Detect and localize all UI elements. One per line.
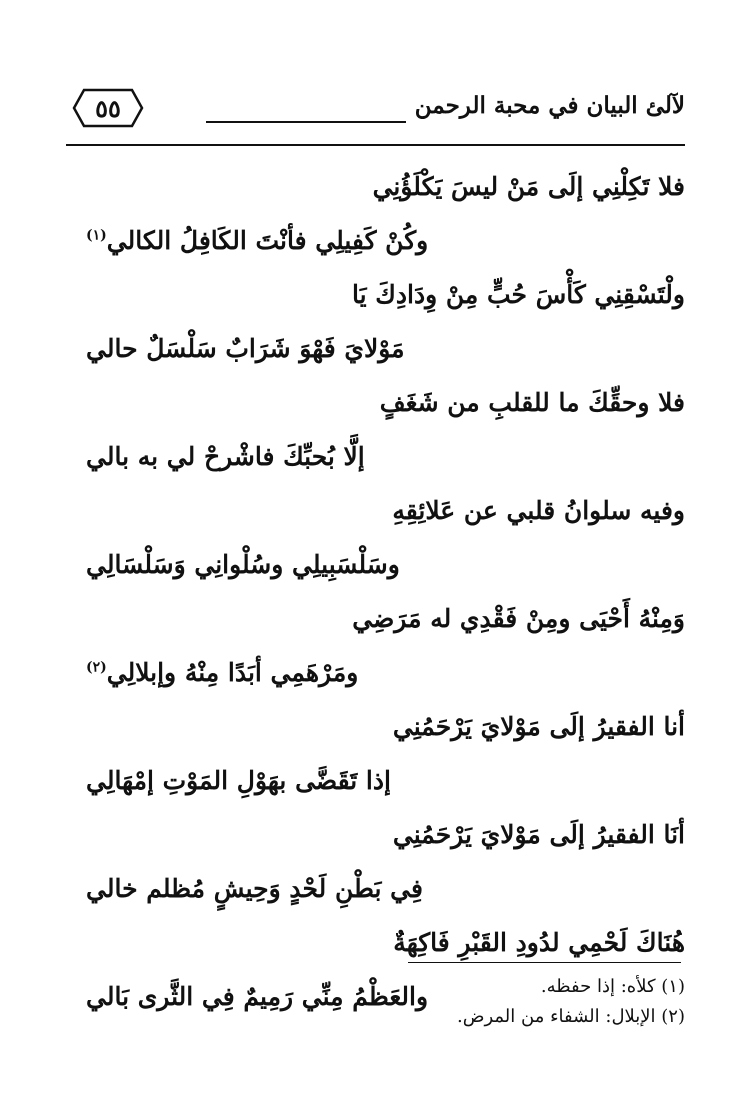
verse-5-second-hemistich bbox=[80, 646, 685, 700]
verse-text: وكُنْ كَفِيلِي فأنْتَ الكَافِلُ الكالي bbox=[106, 226, 429, 255]
page-header bbox=[66, 86, 685, 146]
header-rule bbox=[66, 144, 685, 146]
book-title: لآلئ البيان في محبة الرحمن bbox=[414, 92, 685, 119]
verse-8-first-hemistich: هُنَاكَ لَحْمِي لدُودِ القَبْرِ فَاكِهَةٌ bbox=[393, 928, 685, 957]
verse-4-second-hemistich: وسَلْسَبِيلِي وسُلْوانِي وَسَلْسَالِي bbox=[86, 550, 400, 579]
poem bbox=[80, 160, 685, 1024]
verse-7-second-hemistich: فِي بَطْنِ لَحْدٍ وَحِيشٍ مُظلم خالي bbox=[86, 874, 423, 903]
verse-2-first-hemistich: ولْتَسْقِنِي كَأْسَ حُبٍّ مِنْ وِدَادِكَ يَا bbox=[351, 280, 685, 309]
verse-3-second-hemistich: إلَّا بُحبِّكَ فاشْرحْ لي به بالي bbox=[86, 442, 365, 471]
footnote-rule bbox=[408, 962, 681, 963]
header-dash bbox=[206, 121, 406, 123]
verse-5-first-hemistich: وَمِنْهُ أَحْيَى ومِنْ فَقْدِي له مَرَضِي bbox=[352, 604, 685, 633]
verse-6-second-hemistich: إذا تَقَضَّى بهَوْلِ المَوْتِ إمْهَالِي bbox=[86, 766, 391, 795]
page-number: ٥٥ bbox=[95, 94, 121, 123]
verse-text: ومَرْهَمِي أبَدًا مِنْهُ وإبلالِي bbox=[106, 658, 359, 687]
footnote-marker-2[interactable]: (٢) bbox=[86, 659, 107, 676]
page-number-badge bbox=[72, 88, 144, 128]
verse-2-second-hemistich: مَوْلايَ فَهْوَ شَرَابٌ سَلْسَلٌ حالي bbox=[86, 334, 405, 363]
footnote-1: (١) كلأه: إذا حفظه. bbox=[540, 976, 685, 997]
verse-4-first-hemistich: وفيه سلوانُ قلبي عن عَلائِقِهِ bbox=[392, 496, 685, 525]
footnote-marker-1[interactable]: (١) bbox=[86, 227, 107, 244]
verse-3-first-hemistich: فلا وحقِّكَ ما للقلبِ من شَغَفٍ bbox=[379, 388, 685, 417]
verse-7-first-hemistich: أنَا الفقيرُ إلَى مَوْلايَ يَرْحَمُنِي bbox=[392, 820, 685, 849]
verse-1-first-hemistich: فلا تَكِلْنِي إلَى مَنْ ليسَ يَكْلَؤُنِي bbox=[372, 172, 685, 201]
footnotes bbox=[285, 972, 685, 1032]
verse-1-second-hemistich bbox=[80, 214, 685, 268]
verse-6-first-hemistich: أنا الفقيرُ إلَى مَوْلايَ يَرْحَمُنِي bbox=[392, 712, 685, 741]
verse-8-second-hemistich: والعَظْمُ مِنِّي رَمِيمٌ فِي الثَّرى بَالي bbox=[86, 982, 429, 1011]
footnote-2: (٢) الإبلال: الشفاء من المرض. bbox=[456, 1006, 685, 1027]
